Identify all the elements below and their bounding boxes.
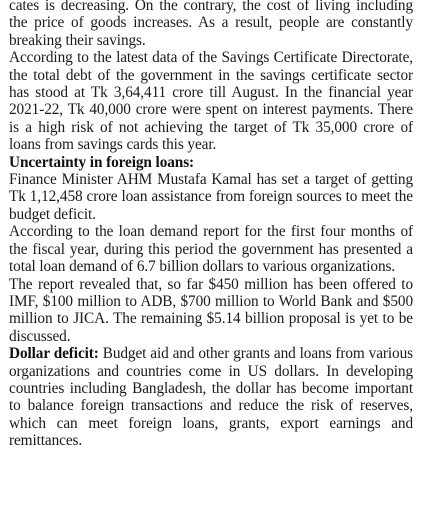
paragraph-cost-of-living: cates is decreasing. On the contrary, the cost of living including the price of goods increases. As a result, people are constantly breaking their savings. [9, 0, 413, 49]
paragraph-dollar-deficit [9, 345, 413, 449]
paragraph-loan-offers: The report revealed that, so far $450 million has been offered to IMF, $100 million to ADB, $700 million to World Bank and $500 million to JICA. The remaining $5.14 billion proposal is yet to be discussed. [9, 275, 413, 345]
paragraph-savings-certificate-debt: According to the latest data of the Savings Certificate Directorate, the total debt of the government in the savings certificate sector has stood at Tk 3,64,411 crore till August. In the financial year 2021-22, Tk 40,000 crore were spent on interest payments. There is a high risk of not achieving the target of Tk 35,000 crore of loans from savings cards this year. [9, 49, 413, 154]
paragraph-loan-demand-report: According to the loan demand report for the first four months of the fiscal year, during this period the government has presented a total loan demand of 6.7 billion dollars to various organizations. [9, 223, 413, 276]
dollar-deficit-lead: Dollar deficit: [9, 345, 99, 363]
dollar-deficit-body: Budget aid and other grants and loans from various organizations and countries come in US dollars. In developing countries including Bangladesh, the dollar has become important to balance foreign transactions and reduce the risk of reserves, which can meet foreign loans, grants, export earnings and remittances. [9, 345, 413, 450]
paragraph-loan-target: Finance Minister AHM Mustafa Kamal has set a target of getting Tk 1,12,458 crore loan assistance from foreign sources to meet the budget deficit. [9, 171, 413, 223]
subheading-foreign-loans: Uncertainty in foreign loans: [9, 153, 195, 171]
